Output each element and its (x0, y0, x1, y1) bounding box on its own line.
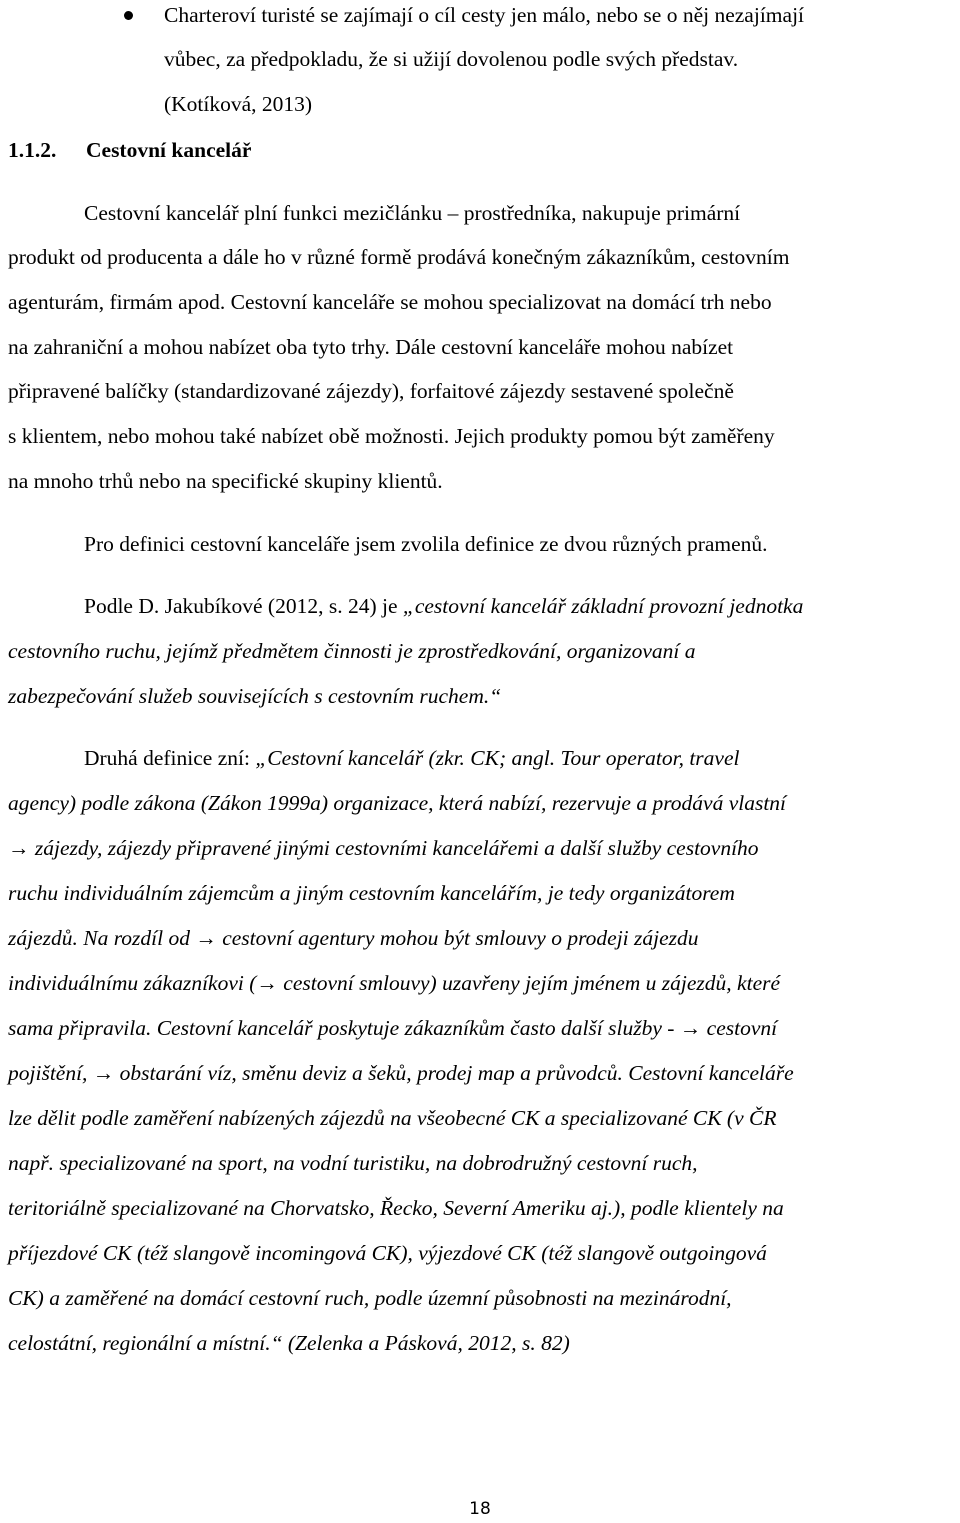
quote-line: teritoriálně specializované na Chorvatsko, Řecko, Severní Ameriku aj.), podle klientely na (8, 1196, 784, 1220)
section-heading (8, 135, 960, 165)
paragraph-line: Cestovní kancelář plní funkci mezičlánku – prostředníka, nakupuje primární (84, 201, 741, 225)
paragraph-line: na zahraniční a mohou nabízet oba tyto trhy. Dále cestovní kanceláře mohou nabízet (8, 335, 734, 359)
quote-line: celostátní, regionální a místní.“ (Zelenka a Pásková, 2012, s. 82) (8, 1331, 570, 1355)
quote-line: CK) a zaměřené na domácí cestovní ruch, podle územní působnosti na mezinárodní, (8, 1286, 732, 1310)
quote-line: agency) podle zákona (Zákon 1999a) organizace, která nabízí, rezervuje a prodává vlastní (8, 791, 787, 815)
paragraph-2: Pro definici cestovní kanceláře jsem zvolila definice ze dvou různých pramenů. (84, 532, 768, 556)
section-title: Cestovní kancelář (86, 138, 252, 162)
bullet-text: Charteroví turisté se zajímají o cíl cesty jen málo, nebo se o něj nezajímají (164, 3, 805, 27)
quote-line: zájezdů. Na rozdíl od → cestovní agentury mohou být smlouvy o prodeji zájezdu (8, 926, 699, 950)
page-number: 18 (469, 1499, 491, 1519)
paragraph-line (84, 743, 960, 773)
definition-intro: Druhá definice zní: (84, 746, 256, 770)
bullet-line-1 (164, 0, 960, 30)
bullet-marker (124, 11, 133, 20)
quote-line: → zájezdy, zájezdy připravené jinými cestovními kancelářemi a další služby cestovního (8, 836, 759, 860)
quote-line: lze dělit podle zaměření nabízených zájezdů na všeobecné CK a specializované CK (v ČR (8, 1106, 777, 1130)
quote-text: „Cestovní kancelář (zkr. CK; angl. Tour operator, travel (255, 746, 740, 770)
quote-line: zabezpečování služeb souvisejících s cestovním ruchem.“ (8, 684, 502, 708)
paragraph-line: připravené balíčky (standardizované zájezdy), forfaitové zájezdy sestavené společně (8, 379, 734, 403)
quote-line: ruchu individuálním zájemcům a jiným cestovním kancelářím, je tedy organizátorem (8, 881, 735, 905)
paragraph-line (84, 591, 960, 621)
paragraph-line: s klientem, nebo mohou také nabízet obě možnosti. Jejich produkty pomou být zaměřeny (8, 424, 775, 448)
paragraph-line: produkt od producenta a dále ho v různé formě prodává konečným zákazníkům, cestovním (8, 245, 790, 269)
bullet-line-3: (Kotíková, 2013) (164, 92, 313, 116)
quote-line: sama připravila. Cestovní kancelář poskytuje zákazníkům často další služby - → cestovní (8, 1016, 778, 1040)
bullet-line-2: vůbec, za předpokladu, že si užijí dovolenou podle svých představ. (164, 47, 739, 71)
quote-line: např. specializované na sport, na vodní turistiku, na dobrodružný cestovní ruch, (8, 1151, 698, 1175)
quote-line: individuálnímu zákazníkovi (→ cestovní smlouvy) uzavřeny jejím jménem u zájezdů, které (8, 971, 781, 995)
paragraph-line: na mnoho trhů nebo na specifické skupiny klientů. (8, 469, 443, 493)
quote-line: pojištění, → obstarání víz, směnu deviz a šeků, prodej map a průvodců. Cestovní kanceláře (8, 1061, 794, 1085)
quote-line: příjezdové CK (též slangově incomingová CK), výjezdové CK (též slangově outgoingová (8, 1241, 767, 1265)
citation-intro: Podle D. Jakubíkové (2012, s. 24) je (84, 594, 403, 618)
quote-text: „cestovní kancelář základní provozní jednotka (402, 594, 804, 618)
section-number: 1.1.2. (8, 138, 57, 162)
paragraph-line: agenturám, firmám apod. Cestovní kanceláře se mohou specializovat na domácí trh nebo (8, 290, 772, 314)
quote-line: cestovního ruchu, jejímž předmětem činnosti je zprostředkování, organizovaní a (8, 639, 696, 663)
